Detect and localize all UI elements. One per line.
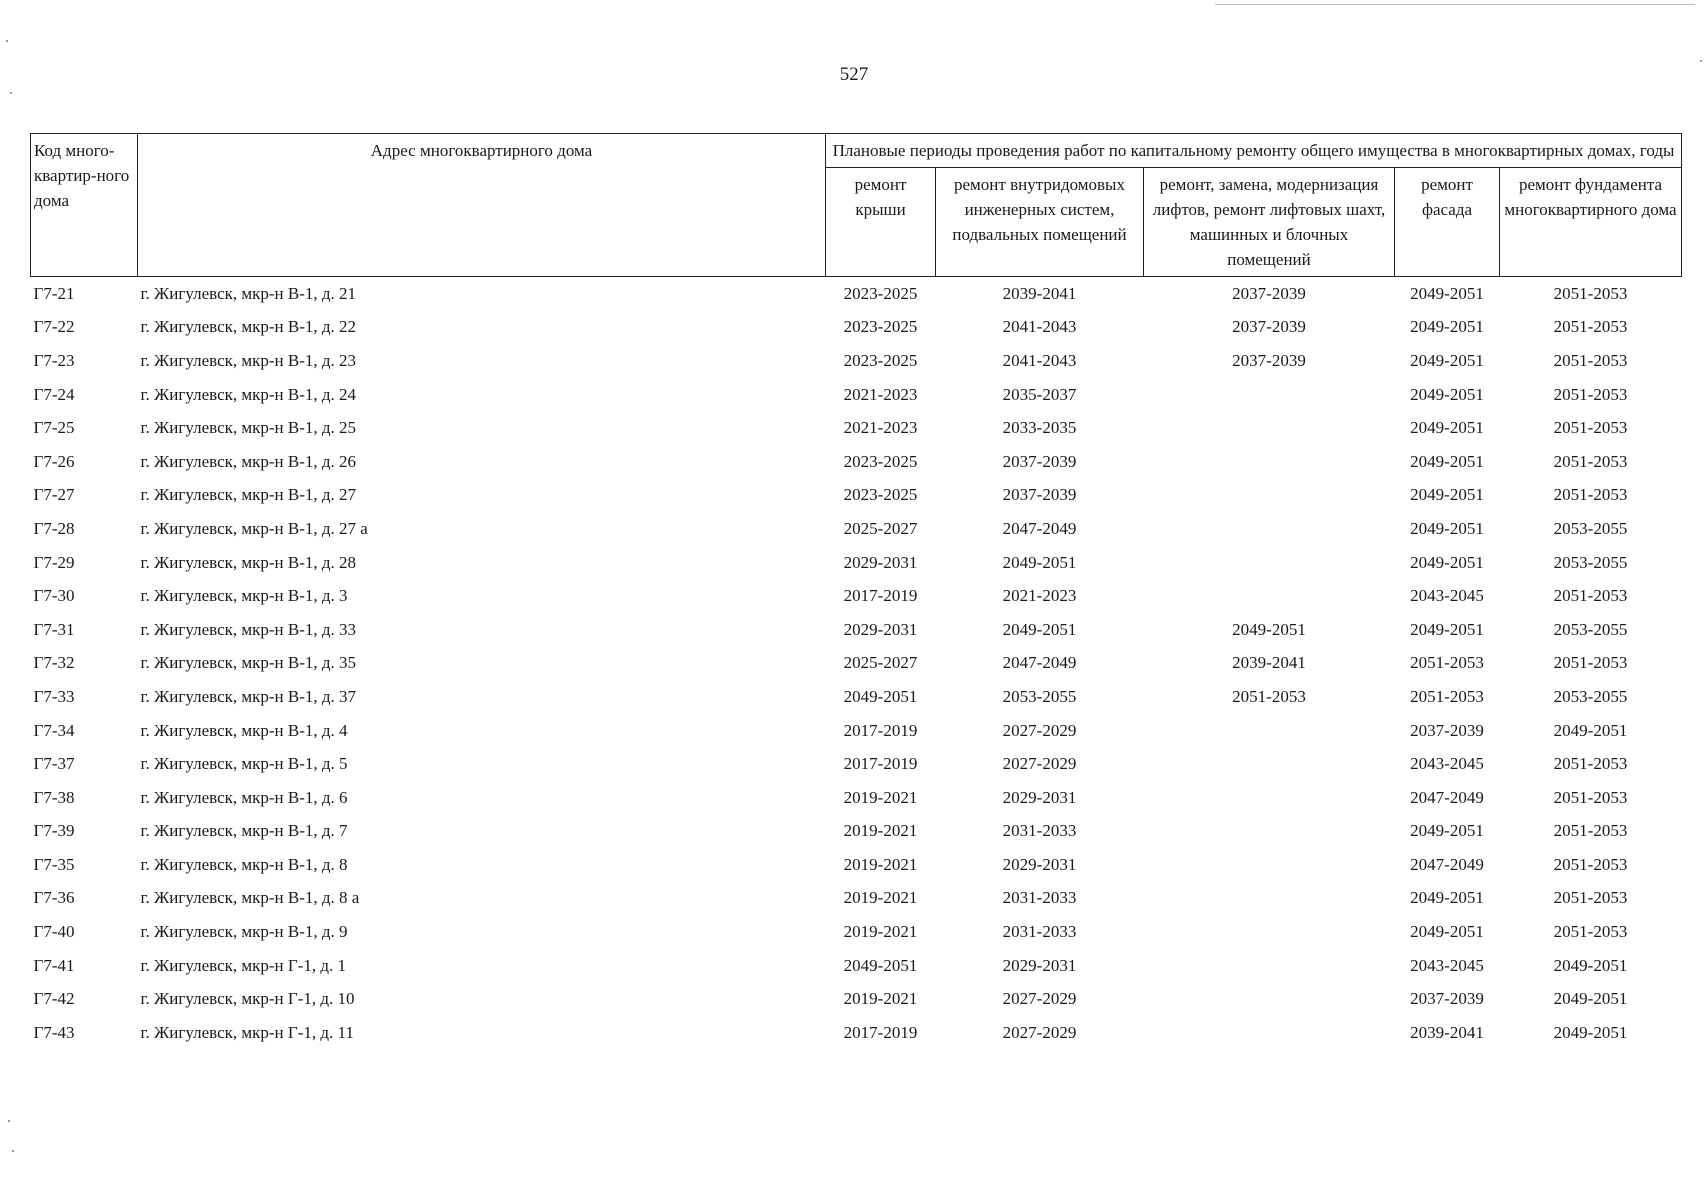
cell-facade: 2049-2051 [1410,888,1484,908]
cell-foundation: 2051-2053 [1553,418,1628,438]
cell-roof: 2029-2031 [843,619,918,639]
cell-foundation: 2053-2055 [1553,518,1628,538]
cell-address: г. Жигулевск, мкр-н Г-1, д. 10 [140,989,355,1009]
cell-lifts: 2037-2039 [1232,317,1306,337]
cell-facade: 2047-2049 [1410,854,1484,874]
table-row [31,1016,1682,1050]
cell-code: Г7-34 [33,720,75,740]
cell-roof: 2023-2025 [843,485,918,505]
cell-lifts [1144,882,1395,916]
cell-foundation: 2051-2053 [1553,754,1628,774]
cell-roof: 2021-2023 [843,418,918,438]
cell-facade: 2037-2039 [1410,989,1484,1009]
cell-address: г. Жигулевск, мкр-н В-1, д. 6 [140,787,348,807]
cell-lifts [1144,781,1395,815]
cell-facade: 2049-2051 [1410,384,1484,404]
table-row [31,546,1682,580]
cell-engineering: 2037-2039 [1002,485,1077,505]
cell-foundation: 2051-2053 [1553,854,1628,874]
scan-artifact-dot [1700,60,1702,62]
cell-roof: 2023-2025 [843,283,918,303]
cell-code: Г7-25 [33,418,75,438]
cell-facade: 2049-2051 [1410,619,1484,639]
cell-code: Г7-30 [33,586,75,606]
cell-code: Г7-26 [33,451,75,471]
cell-roof: 2019-2021 [843,989,918,1009]
table-row [31,445,1682,479]
cell-code: Г7-41 [33,955,75,975]
cell-address: г. Жигулевск, мкр-н В-1, д. 4 [140,720,348,740]
scan-artifact-line [1215,4,1695,5]
table-row [31,344,1682,378]
cell-facade: 2043-2045 [1410,955,1484,975]
cell-code: Г7-22 [33,317,75,337]
cell-address: г. Жигулевск, мкр-н В-1, д. 22 [140,317,357,337]
cell-engineering: 2031-2033 [1002,922,1077,942]
cell-facade: 2049-2051 [1410,418,1484,438]
cell-facade: 2043-2045 [1410,586,1484,606]
header-facade: ремонт фасада [1395,168,1500,277]
cell-address: г. Жигулевск, мкр-н В-1, д. 9 [140,922,348,942]
cell-code: Г7-31 [33,619,75,639]
cell-foundation: 2051-2053 [1553,922,1628,942]
table-body [31,277,1682,1050]
cell-facade: 2049-2051 [1410,283,1484,303]
header-planned-periods: Плановые периоды проведения работ по капитальному ремонту общего имущества в многоквартирных домах, годы [826,134,1682,168]
cell-roof: 2019-2021 [843,821,918,841]
cell-engineering: 2031-2033 [1002,888,1077,908]
cell-lifts [1144,982,1395,1016]
cell-engineering: 2035-2037 [1002,384,1077,404]
scan-artifact-dot [12,1150,14,1152]
cell-code: Г7-40 [33,922,75,942]
cell-facade: 2049-2051 [1410,485,1484,505]
cell-roof: 2019-2021 [843,888,918,908]
cell-roof: 2025-2027 [843,653,918,673]
cell-engineering: 2029-2031 [1002,955,1077,975]
cell-engineering: 2041-2043 [1002,350,1077,370]
cell-code: Г7-21 [33,283,75,303]
cell-address: г. Жигулевск, мкр-н В-1, д. 5 [140,754,348,774]
cell-foundation: 2051-2053 [1553,485,1628,505]
cell-roof: 2017-2019 [843,586,918,606]
header-code: Код много-квартир-ного дома [31,134,138,277]
cell-lifts [1144,915,1395,949]
cell-engineering: 2041-2043 [1002,317,1077,337]
cell-roof: 2023-2025 [843,350,918,370]
cell-address: г. Жигулевск, мкр-н В-1, д. 26 [140,451,357,471]
cell-address: г. Жигулевск, мкр-н В-1, д. 28 [140,552,357,572]
table-row [31,512,1682,546]
table-row [31,982,1682,1016]
cell-foundation: 2049-2051 [1553,720,1628,740]
table-row [31,949,1682,983]
cell-facade: 2039-2041 [1410,1022,1484,1042]
cell-lifts: 2051-2053 [1232,686,1306,706]
table-row [31,915,1682,949]
cell-lifts [1144,815,1395,849]
cell-facade: 2047-2049 [1410,787,1484,807]
scan-artifact-dot [10,92,12,94]
cell-foundation: 2053-2055 [1553,552,1628,572]
scan-artifact-dot [6,40,8,42]
cell-lifts: 2039-2041 [1232,653,1306,673]
cell-code: Г7-42 [33,989,75,1009]
cell-lifts: 2037-2039 [1232,350,1306,370]
cell-lifts [1144,747,1395,781]
table-row [31,680,1682,714]
cell-engineering: 2029-2031 [1002,854,1077,874]
cell-code: Г7-23 [33,350,75,370]
cell-address: г. Жигулевск, мкр-н В-1, д. 23 [140,350,357,370]
table-row [31,882,1682,916]
cell-address: г. Жигулевск, мкр-н В-1, д. 27 [140,485,357,505]
cell-engineering: 2037-2039 [1002,451,1077,471]
cell-roof: 2023-2025 [843,317,918,337]
table-row [31,613,1682,647]
cell-foundation: 2049-2051 [1553,1022,1628,1042]
cell-facade: 2051-2053 [1410,686,1484,706]
cell-address: г. Жигулевск, мкр-н В-1, д. 8 [140,854,348,874]
cell-roof: 2023-2025 [843,451,918,471]
cell-lifts [1144,479,1395,513]
cell-address: г. Жигулевск, мкр-н В-1, д. 37 [140,686,357,706]
cell-engineering: 2027-2029 [1002,754,1077,774]
cell-engineering: 2047-2049 [1002,518,1077,538]
cell-engineering: 2027-2029 [1002,989,1077,1009]
cell-code: Г7-43 [33,1022,75,1042]
table-row [31,714,1682,748]
table-row [31,378,1682,412]
cell-roof: 2017-2019 [843,1022,918,1042]
cell-engineering: 2033-2035 [1002,418,1077,438]
cell-roof: 2029-2031 [843,552,918,572]
cell-lifts [1144,546,1395,580]
cell-engineering: 2053-2055 [1002,686,1077,706]
cell-code: Г7-32 [33,653,75,673]
cell-facade: 2051-2053 [1410,653,1484,673]
table-row [31,277,1682,311]
cell-address: г. Жигулевск, мкр-н В-1, д. 8 а [140,888,360,908]
cell-address: г. Жигулевск, мкр-н В-1, д. 24 [140,384,357,404]
cell-engineering: 2031-2033 [1002,821,1077,841]
header-roof: ремонт крыши [826,168,936,277]
cell-code: Г7-27 [33,485,75,505]
cell-lifts [1144,714,1395,748]
page-number: 527 [839,64,869,85]
cell-engineering: 2047-2049 [1002,653,1077,673]
cell-roof: 2019-2021 [843,787,918,807]
cell-foundation: 2051-2053 [1553,451,1628,471]
cell-lifts [1144,579,1395,613]
cell-foundation: 2051-2053 [1553,586,1628,606]
cell-code: Г7-35 [33,854,75,874]
cell-roof: 2049-2051 [843,955,918,975]
cell-lifts [1144,445,1395,479]
cell-lifts [1144,1016,1395,1050]
cell-roof: 2049-2051 [843,686,918,706]
cell-foundation: 2051-2053 [1553,317,1628,337]
cell-facade: 2049-2051 [1410,552,1484,572]
cell-facade: 2049-2051 [1410,317,1484,337]
cell-roof: 2017-2019 [843,720,918,740]
cell-address: г. Жигулевск, мкр-н Г-1, д. 11 [140,1022,354,1042]
cell-foundation: 2051-2053 [1553,888,1628,908]
cell-lifts [1144,512,1395,546]
table-row [31,781,1682,815]
table-row [31,647,1682,681]
cell-foundation: 2053-2055 [1553,619,1628,639]
table-row [31,579,1682,613]
table-row [31,815,1682,849]
cell-lifts [1144,378,1395,412]
cell-code: Г7-36 [33,888,75,908]
cell-facade: 2049-2051 [1410,922,1484,942]
cell-address: г. Жигулевск, мкр-н Г-1, д. 1 [140,955,347,975]
cell-roof: 2019-2021 [843,854,918,874]
cell-roof: 2025-2027 [843,518,918,538]
cell-code: Г7-37 [33,754,75,774]
cell-roof: 2019-2021 [843,922,918,942]
table-row [31,479,1682,513]
cell-code: Г7-29 [33,552,75,572]
cell-address: г. Жигулевск, мкр-н В-1, д. 21 [140,283,357,303]
cell-address: г. Жигулевск, мкр-н В-1, д. 27 а [140,518,368,538]
repair-schedule-table [30,133,1682,1050]
cell-facade: 2043-2045 [1410,754,1484,774]
cell-facade: 2049-2051 [1410,518,1484,538]
cell-foundation: 2051-2053 [1553,821,1628,841]
table-row [31,411,1682,445]
cell-engineering: 2029-2031 [1002,787,1077,807]
cell-foundation: 2051-2053 [1553,787,1628,807]
table-row [31,747,1682,781]
cell-lifts [1144,411,1395,445]
header-engineering: ремонт внутридомовых инженерных систем, подвальных помещений [936,168,1144,277]
cell-engineering: 2049-2051 [1002,619,1077,639]
table-row [31,311,1682,345]
cell-address: г. Жигулевск, мкр-н В-1, д. 25 [140,418,357,438]
table-row [31,848,1682,882]
cell-foundation: 2051-2053 [1553,350,1628,370]
cell-address: г. Жигулевск, мкр-н В-1, д. 35 [140,653,357,673]
cell-foundation: 2051-2053 [1553,653,1628,673]
cell-code: Г7-38 [33,787,75,807]
cell-lifts: 2037-2039 [1232,283,1306,303]
cell-lifts [1144,848,1395,882]
cell-foundation: 2051-2053 [1553,384,1628,404]
header-lifts: ремонт, замена, модернизация лифтов, ремонт лифтовых шахт, машинных и блочных помещений [1144,168,1395,277]
cell-roof: 2021-2023 [843,384,918,404]
cell-engineering: 2027-2029 [1002,1022,1077,1042]
cell-facade: 2049-2051 [1410,350,1484,370]
cell-code: Г7-24 [33,384,75,404]
cell-code: Г7-28 [33,518,75,538]
cell-facade: 2049-2051 [1410,821,1484,841]
header-foundation: ремонт фундамента многоквартирного дома [1500,168,1682,277]
cell-engineering: 2021-2023 [1002,586,1077,606]
scan-artifact-dot [8,1120,10,1122]
cell-lifts: 2049-2051 [1232,619,1306,639]
cell-foundation: 2051-2053 [1553,283,1628,303]
cell-facade: 2037-2039 [1410,720,1484,740]
cell-roof: 2017-2019 [843,754,918,774]
cell-address: г. Жигулевск, мкр-н В-1, д. 7 [140,821,348,841]
cell-code: Г7-39 [33,821,75,841]
cell-engineering: 2049-2051 [1002,552,1077,572]
cell-foundation: 2049-2051 [1553,955,1628,975]
cell-facade: 2049-2051 [1410,451,1484,471]
cell-engineering: 2027-2029 [1002,720,1077,740]
header-address: Адрес многоквартирного дома [138,134,826,277]
cell-code: Г7-33 [33,686,75,706]
cell-foundation: 2053-2055 [1553,686,1628,706]
cell-engineering: 2039-2041 [1002,283,1077,303]
cell-foundation: 2049-2051 [1553,989,1628,1009]
cell-address: г. Жигулевск, мкр-н В-1, д. 33 [140,619,357,639]
cell-address: г. Жигулевск, мкр-н В-1, д. 3 [140,586,348,606]
cell-lifts [1144,949,1395,983]
